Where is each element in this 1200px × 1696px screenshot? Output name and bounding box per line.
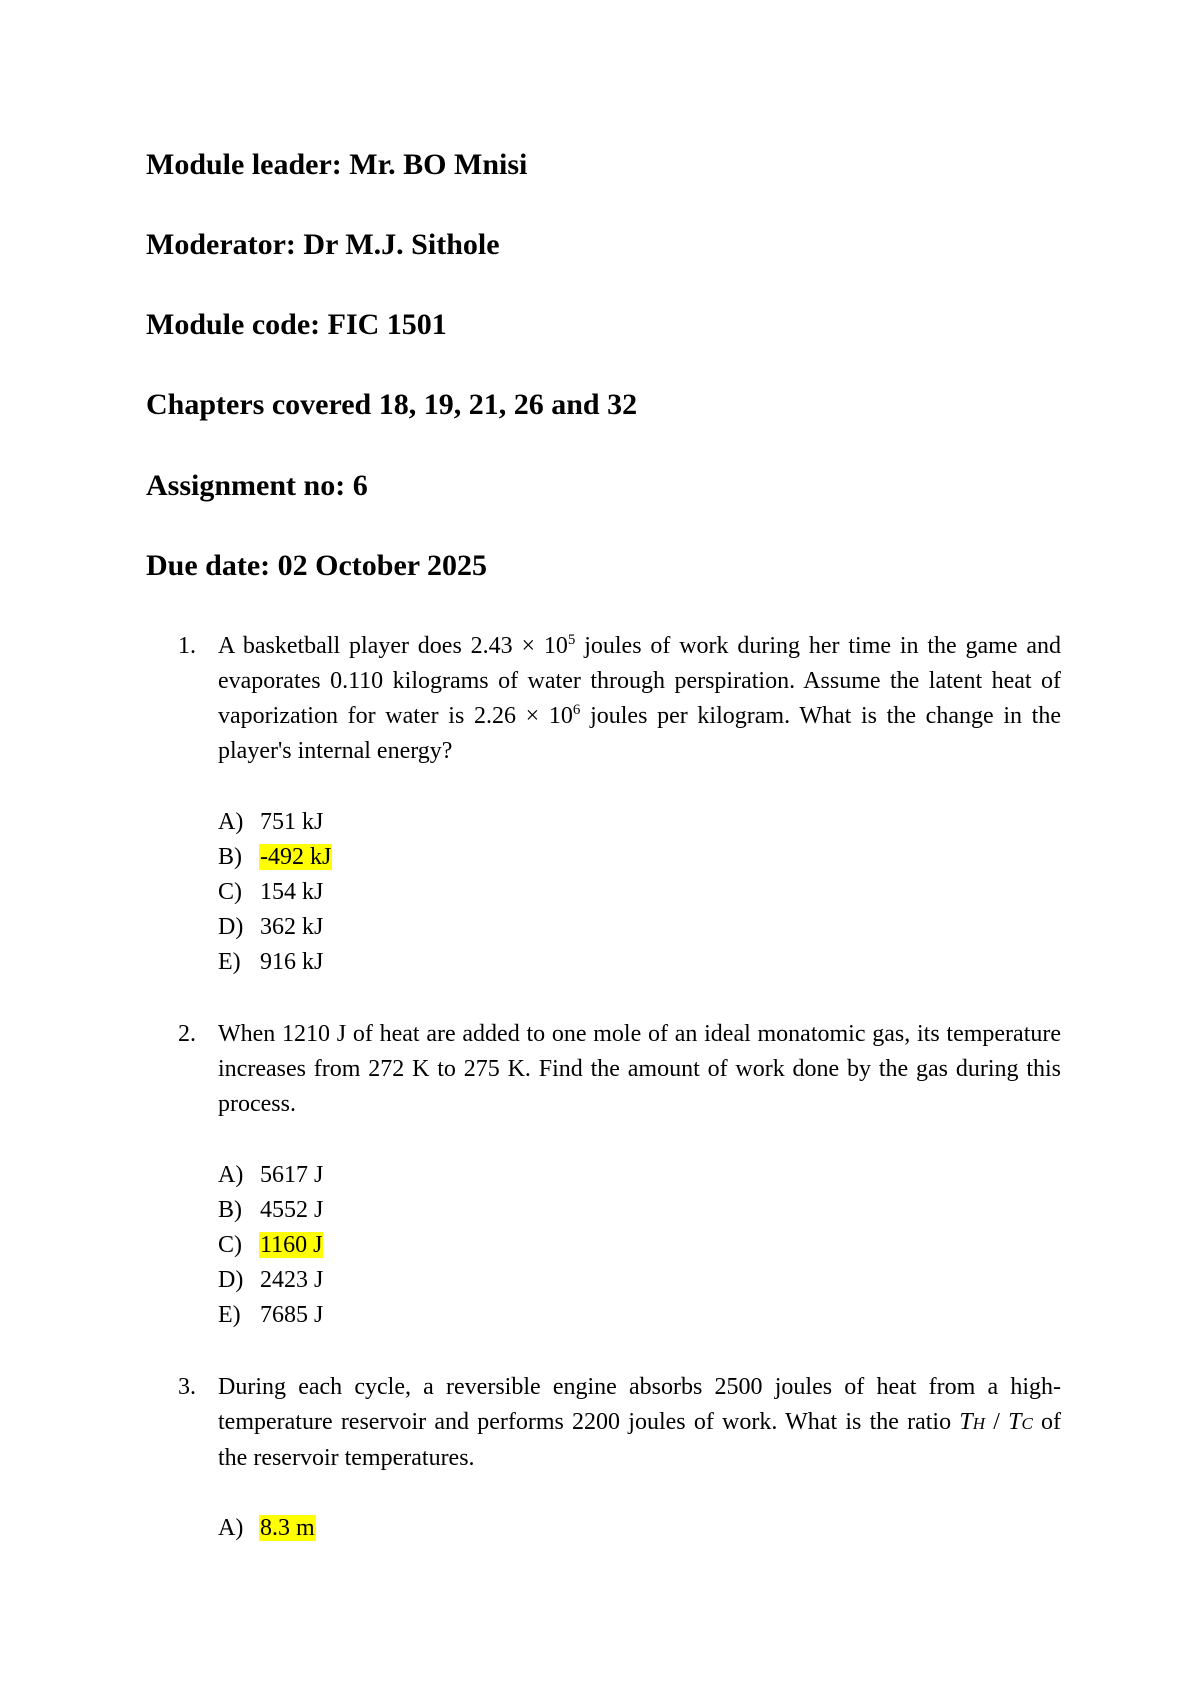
temperature-subscript: H — [972, 1414, 985, 1433]
answer-option[interactable] — [218, 1298, 324, 1333]
option-value-highlighted: 1160 J — [260, 1232, 323, 1258]
answer-option[interactable] — [218, 875, 332, 910]
option-letter: B) — [218, 1197, 242, 1223]
option-value: 916 kJ — [260, 949, 324, 975]
answer-option[interactable] — [218, 1158, 324, 1193]
answer-option[interactable] — [218, 1511, 316, 1546]
temperature-subscript: C — [1021, 1414, 1033, 1433]
answer-option[interactable] — [218, 805, 332, 840]
answer-option[interactable] — [218, 910, 332, 945]
option-value-highlighted: 8.3 m — [260, 1515, 315, 1541]
option-value: 751 kJ — [260, 809, 324, 835]
option-value: 362 kJ — [260, 914, 324, 940]
module-code-heading: Module code: FIC 1501 — [146, 308, 447, 341]
assignment-heading: Assignment no: 6 — [146, 469, 368, 502]
answer-option[interactable] — [218, 945, 332, 980]
answer-option[interactable] — [218, 1228, 324, 1263]
option-letter: E) — [218, 1302, 241, 1328]
temperature-symbol: T — [1008, 1409, 1022, 1435]
question-1-exponent: 6 — [572, 702, 581, 718]
question-3-number: 3. — [178, 1374, 196, 1400]
question-1-text-part: joules per kilogram. What is the change in the player's internal energy? — [218, 703, 1061, 764]
question-2-text: When 1210 J of heat are added to one mole of an ideal monatomic gas, its temperature increases from 272 K to 275 K. Find the amount of work done by the gas during this process. — [218, 1021, 1061, 1117]
answer-option[interactable] — [218, 1193, 324, 1228]
question-1-exponent: 5 — [567, 632, 576, 648]
question-1-text-part: A basketball player does 2.43 × 10 — [218, 633, 568, 659]
module-leader-heading: Module leader: Mr. BO Mnisi — [146, 148, 528, 181]
question-1-text-part: joules of work during her time in the game and evaporates 0.110 kilograms of water through perspiration. Assume the latent heat of vaporization for water is 2.26 × 10 — [218, 633, 1061, 729]
question-3-text — [218, 1370, 1061, 1476]
answer-option[interactable] — [218, 1263, 324, 1298]
option-letter: B) — [218, 844, 242, 870]
option-letter: E) — [218, 949, 241, 975]
option-letter: D) — [218, 1267, 244, 1293]
question-1-number: 1. — [178, 633, 196, 659]
ratio-slash: / — [984, 1409, 1009, 1435]
question-2-number: 2. — [178, 1021, 196, 1047]
temperature-symbol: T — [959, 1409, 973, 1435]
chapters-heading: Chapters covered 18, 19, 21, 26 and 32 — [146, 388, 638, 421]
option-letter: A) — [218, 809, 244, 835]
option-letter: A) — [218, 1162, 244, 1188]
option-value: 7685 J — [260, 1302, 324, 1328]
option-value: 2423 J — [260, 1267, 324, 1293]
option-value: 4552 J — [260, 1197, 324, 1223]
question-3-options — [218, 1511, 316, 1546]
option-letter: C) — [218, 1232, 242, 1258]
due-date-heading: Due date: 02 October 2025 — [146, 549, 488, 582]
question-1-options — [218, 805, 332, 980]
moderator-heading: Moderator: Dr M.J. Sithole — [146, 228, 500, 261]
option-value: 5617 J — [260, 1162, 324, 1188]
option-letter: C) — [218, 879, 242, 905]
answer-option[interactable] — [218, 840, 332, 875]
option-letter: A) — [218, 1515, 244, 1541]
option-letter: D) — [218, 914, 244, 940]
question-3-text-part: During each cycle, a reversible engine absorbs 2500 joules of heat from a high-temperature reservoir and performs 2200 joules of work. What is the ratio — [218, 1374, 1061, 1435]
question-1-text — [218, 629, 1061, 769]
question-3-text-part: of the reservoir temperatures. — [218, 1409, 1062, 1471]
option-value: 154 kJ — [260, 879, 324, 905]
option-value-highlighted: -492 kJ — [260, 844, 332, 870]
question-2-options — [218, 1158, 324, 1333]
